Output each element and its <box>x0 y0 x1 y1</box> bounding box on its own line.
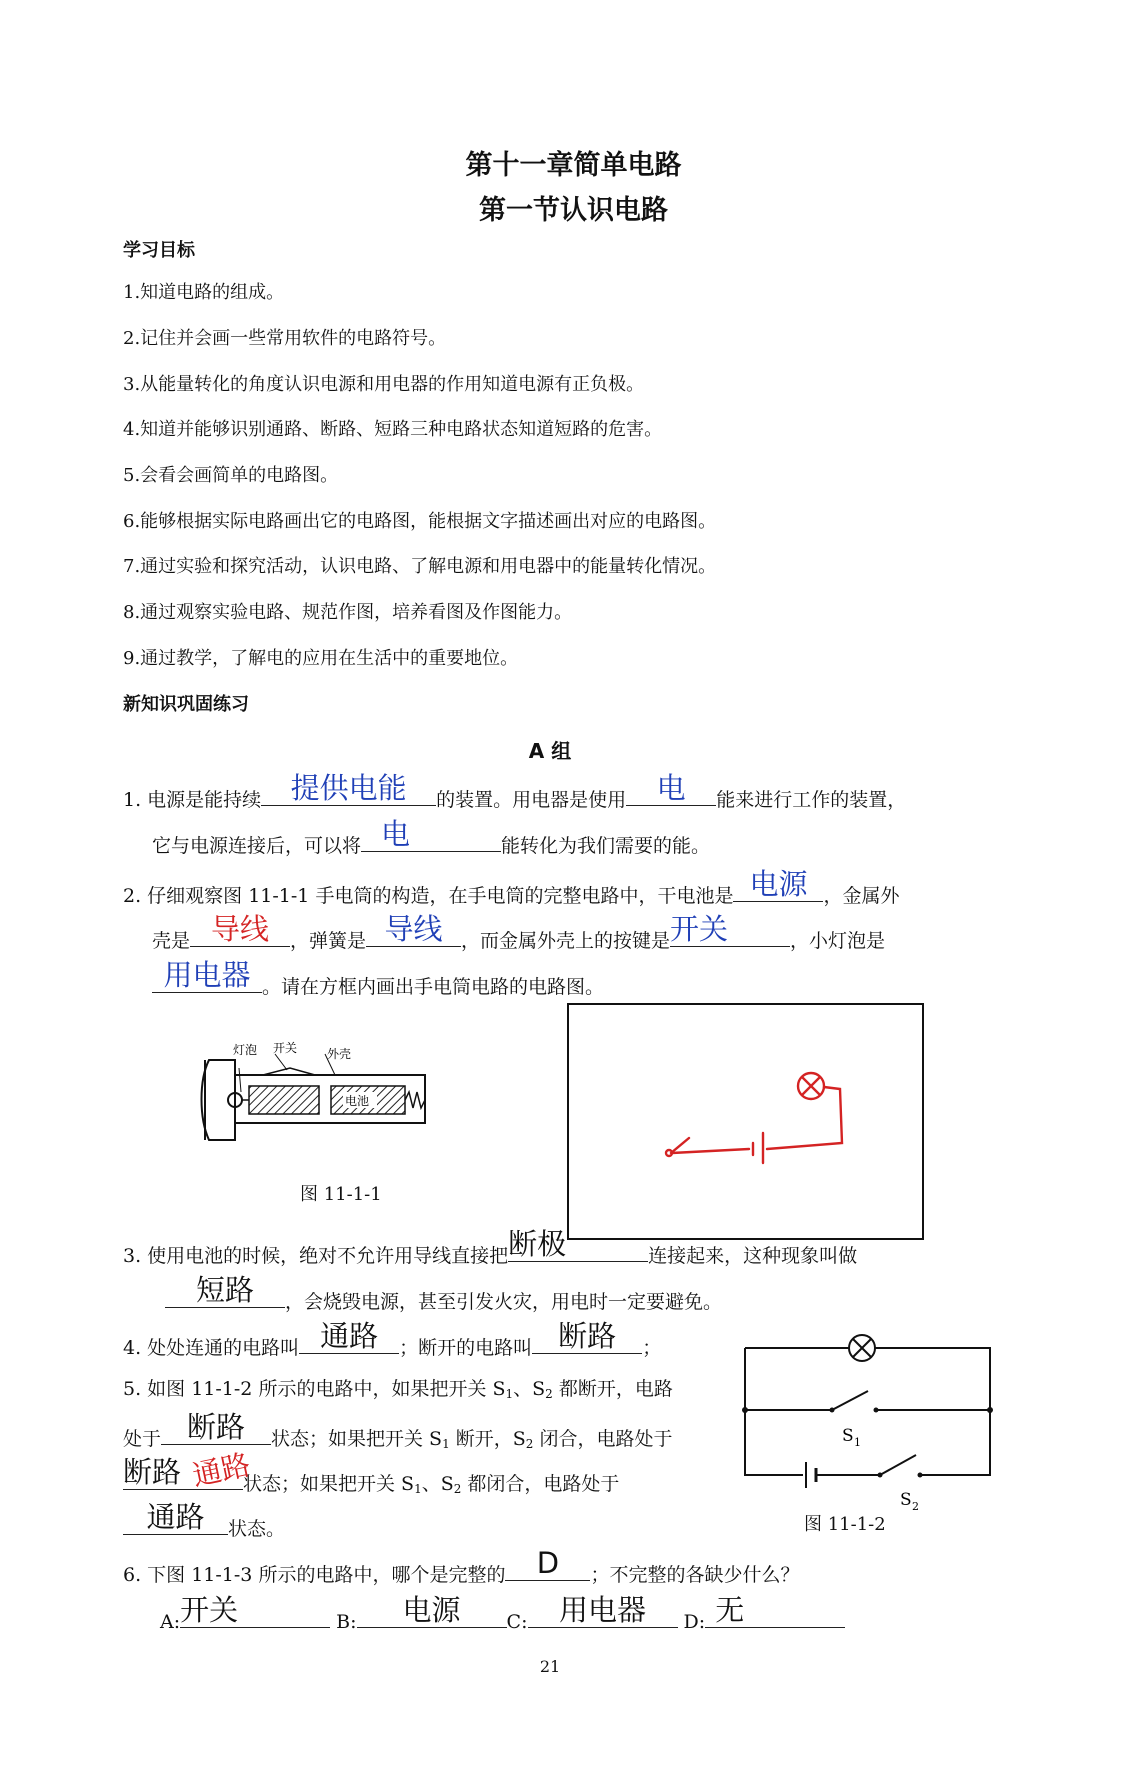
answer-blank[interactable] <box>532 1319 642 1354</box>
handwritten-answer: 断路 <box>187 1410 246 1444</box>
handwritten-answer: 用电器 <box>163 958 251 992</box>
q2-text: 2. 仔细观察图 11-1-1 手电筒的构造，在手电筒的完整电路中，干电池是 <box>123 885 734 907</box>
handwritten-answer: 开关 <box>180 1593 239 1627</box>
subscript: 2 <box>545 1387 553 1401</box>
q5-text: 断开，S <box>449 1428 526 1450</box>
subscript: 2 <box>453 1482 462 1496</box>
switch-contact <box>918 1473 923 1478</box>
objective-item: 7.通过实验和探究活动，认识电路、了解电源和用电器中的能量转化情况。 <box>123 556 717 577</box>
q4-text: ； <box>642 1337 662 1359</box>
shell-label: 外壳 <box>327 1047 352 1061</box>
objective-item: 5.会看会画简单的电路图。 <box>123 465 339 486</box>
q3-text: 连接起来，这种现象叫做 <box>648 1245 858 1267</box>
objective-item: 4.知道并能够识别通路、断路、短路三种电路状态知道短路的危害。 <box>123 419 663 440</box>
objective-item: 2.记住并会画一些常用软件的电路符号。 <box>123 328 447 349</box>
q6-text: ；不完整的各缺少什么？ <box>590 1564 800 1586</box>
question-6-line-2 <box>160 1593 845 1633</box>
circuit-diagram-11-1-2 <box>740 1325 1000 1540</box>
answer-blank[interactable] <box>357 1593 507 1628</box>
s2-label: S <box>900 1490 912 1510</box>
handwritten-answer: 提供电能 <box>290 771 407 805</box>
q5-text: 状态；如果把开关 S <box>243 1473 415 1495</box>
question-5-line-4 <box>123 1500 286 1541</box>
handwritten-answer: 无 <box>715 1593 745 1627</box>
q2-text: ，弹簧是 <box>290 930 367 952</box>
question-4 <box>123 1319 662 1360</box>
switch-leader-line <box>275 1054 287 1070</box>
q5-text: 、S <box>513 1378 546 1400</box>
flashlight-head-shape <box>202 1060 236 1140</box>
q1-text: 的装置。用电器是使用 <box>436 789 627 811</box>
s2-subscript: 2 <box>912 1500 919 1513</box>
bulb-label: 灯泡 <box>233 1043 258 1057</box>
answer-blank[interactable] <box>190 912 290 947</box>
question-2-line-1 <box>123 867 900 908</box>
s1-subscript: 1 <box>854 1436 861 1449</box>
bulb-leader-line <box>239 1068 241 1092</box>
q5-text: 都闭合，电路处于 <box>461 1473 620 1495</box>
junction-dot <box>742 1407 748 1413</box>
q1-text: 能转化为我们需要的能。 <box>501 835 711 857</box>
q1-text: 它与电源连接后，可以将 <box>152 835 362 857</box>
answer-blank[interactable] <box>261 771 436 806</box>
answer-blank[interactable] <box>165 1273 285 1308</box>
section-title: 第一节认识电路 <box>479 195 668 226</box>
battery-label: 电池 <box>345 1094 370 1108</box>
page-number: 21 <box>539 1657 561 1676</box>
switch-s2-lever <box>880 1455 916 1475</box>
q2-text: ，而金属外壳上的按键是 <box>461 930 671 952</box>
handwritten-answer: D <box>536 1546 560 1580</box>
q5-text: 、S <box>421 1473 454 1495</box>
q5-text: 都断开，电路 <box>552 1378 673 1400</box>
junction-dot <box>987 1407 993 1413</box>
answer-blank[interactable] <box>161 1410 271 1445</box>
handwritten-answer: 电源 <box>402 1593 461 1627</box>
handwritten-answer: 通路 <box>146 1500 205 1534</box>
q1-text: 1. 电源是能持续 <box>123 789 262 811</box>
handwritten-answer: 导线 <box>384 912 443 946</box>
q2-text: 。请在方框内画出手电筒电路的电路图。 <box>262 976 605 998</box>
red-correction: 通路 <box>189 1447 254 1493</box>
handwritten-answer: 电 <box>381 817 411 851</box>
objective-item: 3.从能量转化的角度认识电源和用电器的作用知道电源有正负极。 <box>123 374 645 395</box>
question-3-line-1 <box>123 1227 858 1268</box>
wire <box>745 1348 803 1475</box>
q5-text: 处于 <box>123 1428 162 1450</box>
figure-caption: 图 11-1-2 <box>804 1514 886 1535</box>
option-label: C: <box>506 1611 528 1633</box>
answer-blank[interactable] <box>508 1227 648 1262</box>
answer-blank[interactable] <box>180 1593 330 1628</box>
handwritten-answer: 短路 <box>195 1273 254 1307</box>
objectives-heading: 学习目标 <box>123 240 195 261</box>
subscript: 2 <box>525 1437 534 1451</box>
handwritten-answer: 断路 <box>123 1455 182 1489</box>
switch-contact <box>878 1473 883 1478</box>
answer-blank[interactable] <box>626 771 716 806</box>
handwritten-answer: 断路 <box>558 1319 617 1353</box>
figure-caption: 图 11-1-1 <box>300 1184 382 1205</box>
spring-shape <box>405 1092 425 1108</box>
q3-text: 3. 使用电池的时候，绝对不允许用导线直接把 <box>123 1245 509 1267</box>
answer-blank[interactable] <box>733 867 823 902</box>
answer-blank[interactable] <box>705 1593 845 1628</box>
q3-text: ，会烧毁电源，甚至引发火灾，用电时一定要避免。 <box>285 1291 723 1313</box>
answer-blank[interactable] <box>152 958 262 993</box>
switch-lever <box>671 1138 689 1153</box>
q5-text: 状态。 <box>228 1518 286 1540</box>
question-6-line-1 <box>123 1546 800 1587</box>
subscript: 1 <box>414 1482 422 1496</box>
objective-item: 9.通过教学，了解电的应用在生活中的重要地位。 <box>123 648 519 669</box>
flashlight-diagram <box>195 1040 435 1150</box>
objective-item: 6.能够根据实际电路画出它的电路图，能根据文字描述画出对应的电路图。 <box>123 511 717 532</box>
objective-item: 8.通过观察实验电路、规范作图，培养看图及作图能力。 <box>123 602 573 623</box>
handwritten-answer: 通路 <box>320 1319 379 1353</box>
question-5-line-1 <box>123 1374 673 1401</box>
q2-text: ，金属外 <box>823 885 900 907</box>
option-label: A: <box>160 1611 181 1633</box>
answer-blank[interactable] <box>361 817 501 852</box>
objective-item: 1.知道电路的组成。 <box>123 282 285 303</box>
q6-text: 6. 下图 11-1-3 所示的电路中，哪个是完整的 <box>123 1564 506 1586</box>
group-label: A 组 <box>528 739 572 763</box>
switch-s1-lever <box>832 1391 868 1410</box>
switch-label: 开关 <box>273 1041 298 1055</box>
question-5-line-2 <box>123 1410 673 1451</box>
battery-1-shape <box>249 1086 319 1114</box>
switch-shape <box>263 1068 315 1075</box>
q5-text: 5. 如图 11-1-2 所示的电路中，如果把开关 S <box>123 1378 506 1400</box>
hand-drawn-circuit <box>567 1003 920 1236</box>
chapter-title: 第十一章简单电路 <box>465 150 682 181</box>
handwritten-answer: 电源 <box>749 867 808 901</box>
q5-text: 状态；如果把开关 S <box>271 1428 443 1450</box>
question-1-line-1 <box>123 771 907 812</box>
answer-blank[interactable] <box>366 912 461 947</box>
q1-text: 能来进行工作的装置， <box>716 789 907 811</box>
subscript: 1 <box>505 1387 514 1401</box>
answer-blank[interactable] <box>299 1319 399 1354</box>
q4-text: 4. 处处连通的电路叫 <box>123 1337 300 1359</box>
switch-contact <box>830 1408 835 1413</box>
q2-text: ，小灯泡是 <box>790 930 886 952</box>
wire <box>672 1149 749 1153</box>
handwritten-answer: 开关 <box>670 912 729 946</box>
question-1-line-2 <box>152 817 711 858</box>
option-label: B: <box>336 1611 357 1633</box>
switch-contact <box>874 1408 879 1413</box>
handwritten-answer: 断极 <box>508 1227 567 1261</box>
subscript: 1 <box>442 1437 450 1451</box>
answer-blank[interactable] <box>123 1500 228 1535</box>
handwritten-answer: 用电器 <box>558 1593 646 1627</box>
handwritten-answer: 电 <box>656 771 686 805</box>
question-3-line-2 <box>165 1273 723 1314</box>
q5-text: 闭合，电路处于 <box>533 1428 673 1450</box>
answer-blank[interactable] <box>528 1593 678 1628</box>
q4-text: ；断开的电路叫 <box>399 1337 533 1359</box>
handwritten-answer: 导线 <box>211 912 270 946</box>
answer-blank[interactable] <box>505 1546 590 1581</box>
question-2-line-3 <box>152 958 605 999</box>
wire <box>875 1348 990 1475</box>
option-label: D: <box>683 1611 706 1633</box>
q2-text: 壳是 <box>152 930 191 952</box>
question-2-line-2 <box>152 912 886 953</box>
answer-blank[interactable] <box>670 912 790 947</box>
practice-heading: 新知识巩固练习 <box>123 694 249 715</box>
s1-label: S <box>842 1426 854 1446</box>
